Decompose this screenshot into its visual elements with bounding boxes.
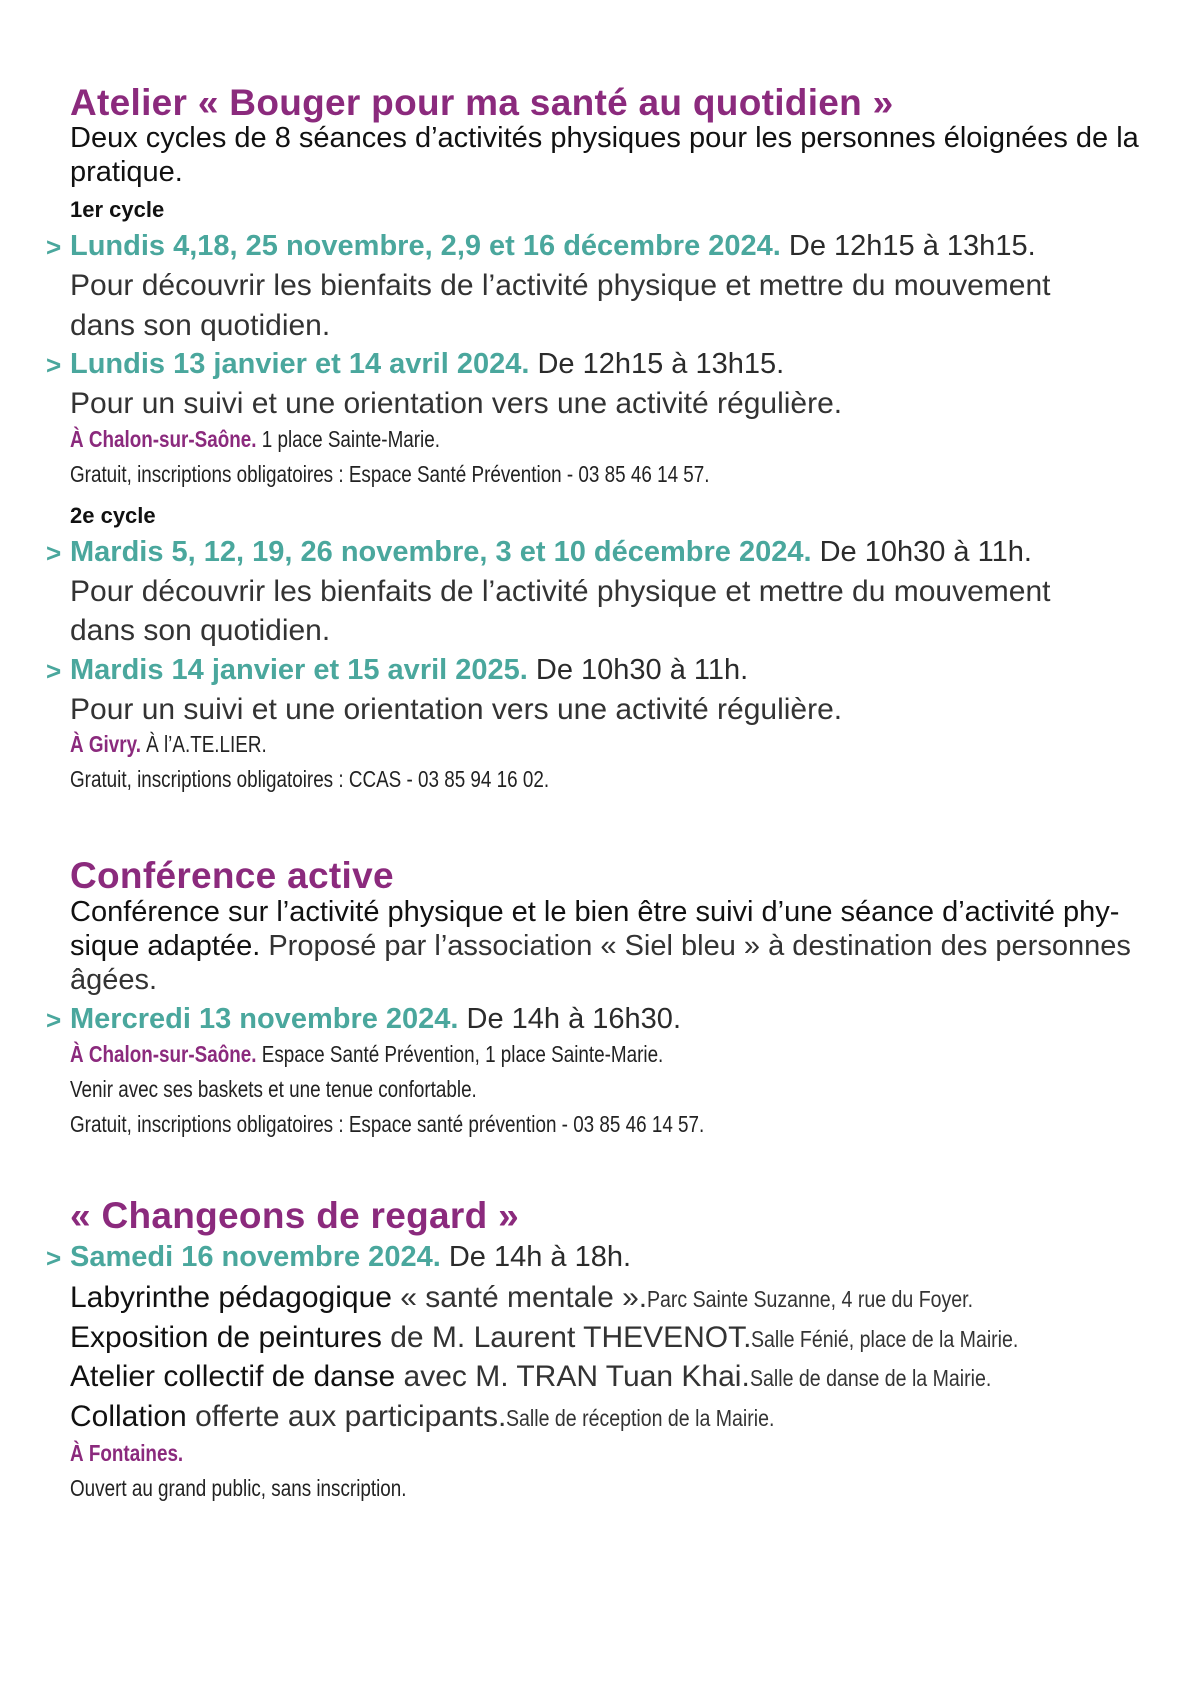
location-address: 1 place Sainte-Marie. [256,426,440,452]
registration-info: Ouvert au grand public, sans inscription. [70,1475,407,1501]
registration-info: Gratuit, inscriptions obligatoires : Espace santé prévention - 03 85 46 14 57. [70,1111,705,1137]
activity-location: Salle Fénié, place de la Mairie. [751,1326,1019,1352]
event-location [70,426,440,453]
bullet-arrow-icon: > [46,538,62,568]
event-date-line [46,1241,632,1274]
activity-name: Labyrinthe pédagogique [70,1281,392,1314]
section-intro-rest: Proposé par l’association « Siel bleu » à destination des personnes [260,930,1131,962]
section-title-conference: Conférence active [70,855,394,896]
event-time: De 12h15 à 13h15. [780,230,1036,262]
event-date-line [46,1003,681,1036]
activity-item [70,1321,1066,1355]
section-intro: pratique. [70,156,183,188]
activity-location: Parc Sainte Suzanne, 4 rue du Foyer. [647,1286,974,1312]
event-time: De 10h30 à 11h. [811,536,1032,568]
event-description: Pour un suivi et une orientation vers une activité régulière. [70,387,843,420]
activity-item [70,1400,822,1434]
activity-item [70,1281,1031,1315]
event-description: Pour un suivi et une orientation vers une activité régulière. [70,693,843,726]
location-address: Espace Santé Prévention, 1 place Sainte-Marie. [256,1041,664,1067]
event-time: De 14h à 16h30. [458,1003,681,1035]
activity-location: Salle de danse de la Mairie. [749,1365,992,1391]
registration-info: Gratuit, inscriptions obligatoires : CCAS - 03 85 94 16 02. [70,766,550,792]
location-city: À Chalon-sur-Saône. [70,426,257,452]
event-date-line [46,536,1032,569]
section-intro: Deux cycles de 8 séances d’activités physiques pour les personnes éloignées de la [70,122,1139,154]
event-date-line [46,348,785,381]
activity-name: Exposition de peintures [70,1321,382,1354]
event-date-line [46,230,1036,263]
event-location [70,731,267,758]
activity-name: Collation [70,1400,187,1433]
section-intro [70,930,1131,963]
bullet-arrow-icon: > [46,1005,62,1035]
event-time: De 10h30 à 11h. [527,654,749,686]
event-description: Pour découvrir les bienfaits de l’activité physique et mettre du mouvement [70,575,1051,608]
bullet-arrow-icon: > [46,232,62,262]
cycle-label: 1er cycle [70,197,165,222]
activity-text: de M. Laurent THEVENOT. [381,1321,752,1354]
activity-item [70,1360,1034,1394]
activity-text: offerte aux participants. [186,1400,507,1433]
event-description: dans son quotidien. [70,309,331,342]
location-city: À Chalon-sur-Saône. [70,1041,257,1067]
section-intro: Conférence sur l’activité physique et le bien être suivi d’une séance d’activité phy- [70,896,1120,928]
event-date: Mardis 14 janvier et 15 avril 2025. [70,654,528,686]
location-city: À Fontaines. [70,1440,184,1466]
activity-name: Atelier collectif de danse [70,1360,396,1393]
section-intro-emphasis: sique adaptée. [70,930,261,962]
location-city: À Givry. [70,731,141,757]
activity-text: « santé mentale ». [391,1281,648,1314]
event-date: Lundis 13 janvier et 14 avril 2024. [70,348,530,380]
event-date-line [46,654,749,687]
registration-info: Gratuit, inscriptions obligatoires : Espace Santé Prévention - 03 85 46 14 57. [70,461,710,487]
event-location [70,1440,183,1467]
event-note: Venir avec ses baskets et une tenue confortable. [70,1076,477,1102]
event-time: De 12h15 à 13h15. [529,348,785,380]
event-location [70,1041,663,1068]
event-description: Pour découvrir les bienfaits de l’activité physique et mettre du mouvement [70,269,1051,302]
bullet-arrow-icon: > [46,1243,62,1273]
location-address: À l’A.TE.LIER. [140,731,267,757]
section-title-atelier: Atelier « Bouger pour ma santé au quotidien » [70,82,894,123]
bullet-arrow-icon: > [46,350,62,380]
activity-location: Salle de réception de la Mairie. [506,1405,775,1431]
bullet-arrow-icon: > [46,656,62,686]
section-intro: âgées. [70,964,158,996]
section-title-changeons: « Changeons de regard » [70,1195,519,1236]
event-date: Mardis 5, 12, 19, 26 novembre, 3 et 10 décembre 2024. [70,536,812,568]
event-date: Lundis 4,18, 25 novembre, 2,9 et 16 décembre 2024. [70,230,781,262]
event-date: Samedi 16 novembre 2024. [70,1241,441,1273]
activity-text: avec M. TRAN Tuan Khai. [395,1360,750,1393]
event-date: Mercredi 13 novembre 2024. [70,1003,459,1035]
event-time: De 14h à 18h. [440,1241,632,1273]
event-description: dans son quotidien. [70,614,331,647]
cycle-label: 2e cycle [70,503,156,528]
